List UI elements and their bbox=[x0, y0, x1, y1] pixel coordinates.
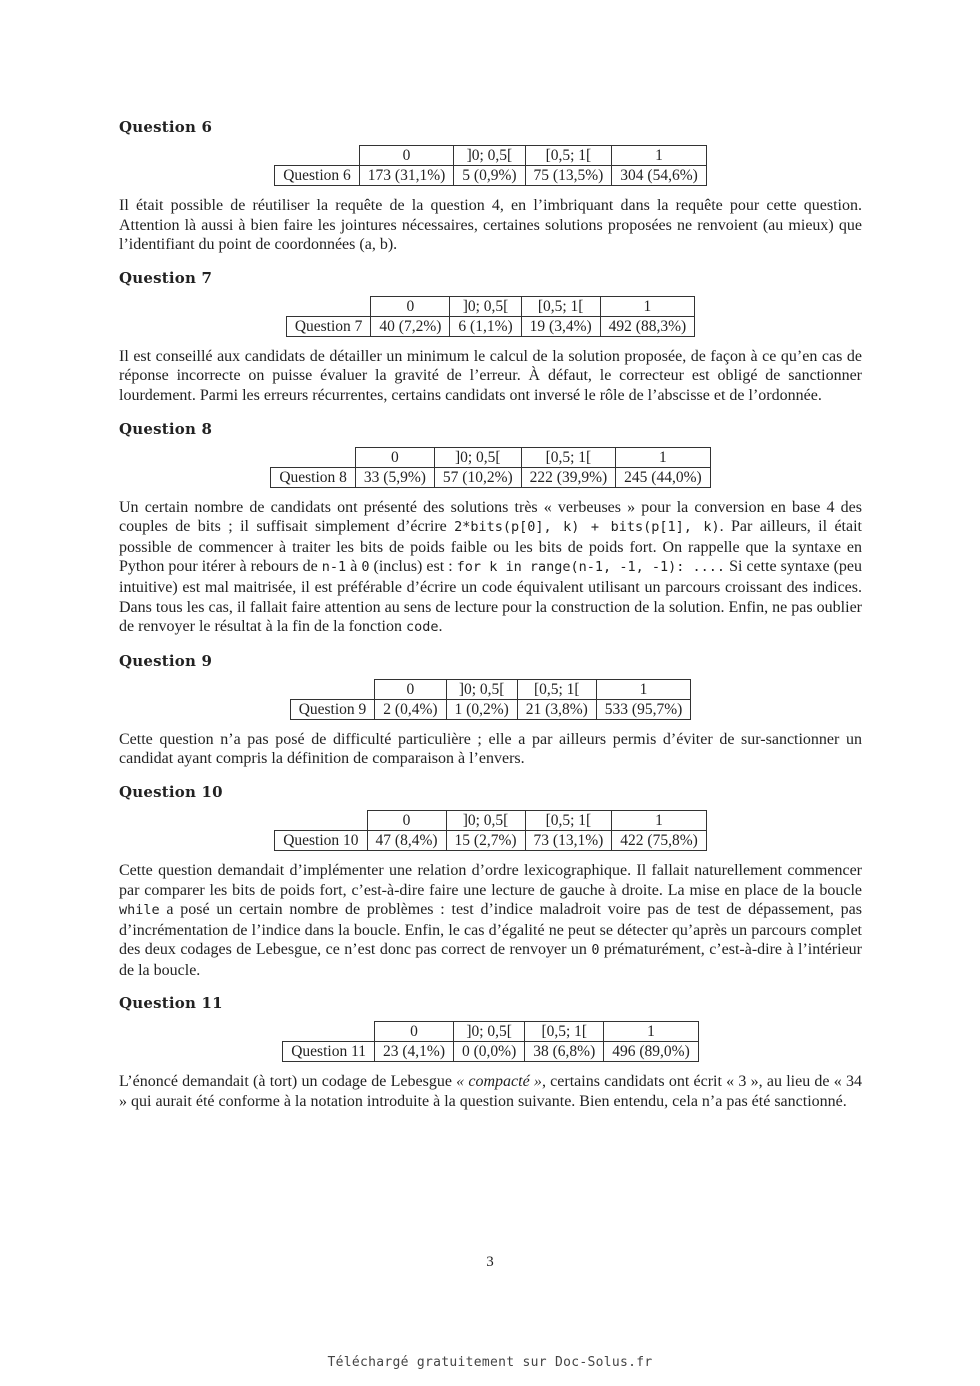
table-header-row bbox=[271, 447, 710, 467]
cell-3: 496 (89,0%) bbox=[604, 1042, 699, 1062]
heading-question-9: Question 9 bbox=[119, 651, 213, 670]
header-col-2: [0,5; 1[ bbox=[525, 146, 612, 166]
cell-2: 38 (6,8%) bbox=[525, 1042, 604, 1062]
comment-question-9: Cette question n’a pas posé de difficulté particulière ; elle a par ailleurs permis d’éviter de sur-sanctionner un candidat ayant compris la définition de comparaison à l’envers. bbox=[119, 730, 862, 768]
header-col-0: 0 bbox=[367, 810, 446, 830]
cell-1: 5 (0,9%) bbox=[454, 166, 525, 186]
section-question-10 bbox=[119, 783, 862, 981]
header-col-1: ]0; 0,5[ bbox=[446, 810, 525, 830]
cell-0: 23 (4,1%) bbox=[375, 1042, 454, 1062]
heading-question-11: Question 11 bbox=[119, 994, 223, 1013]
header-col-0: 0 bbox=[355, 447, 434, 467]
table-row bbox=[275, 166, 707, 186]
table-question-10 bbox=[274, 810, 707, 851]
cell-1: 1 (0,2%) bbox=[446, 699, 517, 719]
table-question-6 bbox=[274, 145, 707, 186]
table-question-11 bbox=[282, 1021, 699, 1062]
cell-2: 19 (3,4%) bbox=[521, 316, 600, 336]
header-col-1: ]0; 0,5[ bbox=[454, 1022, 525, 1042]
code-snippet: for k in range(n-1, -1, -1): .... bbox=[456, 559, 726, 576]
table-header-row bbox=[286, 296, 694, 316]
header-col-3: 1 bbox=[612, 146, 707, 166]
header-col-1: ]0; 0,5[ bbox=[454, 146, 525, 166]
cell-0: 40 (7,2%) bbox=[371, 316, 450, 336]
row-label: Question 10 bbox=[275, 830, 367, 850]
comment-question-10 bbox=[119, 861, 862, 981]
text-segment: . bbox=[438, 618, 443, 636]
header-col-1: ]0; 0,5[ bbox=[450, 296, 521, 316]
code-snippet: 0 bbox=[591, 942, 600, 959]
text-segment: . Par ailleurs, il était possible de commencer à traiter les bits de poids faible ou les bits de poids fort. On rappelle que la syntaxe en Python pour itérer à rebours de bbox=[119, 518, 862, 576]
comment-question-7: Il est conseillé aux candidats de détailler un minimum le calcul de la solution proposée, de façon à ce qu’en cas de réponse incorrecte on puisse évaluer la gravité de l’erreur. À défaut, le correcteur est obligé de sanctionner lourdement. Parmi les erreurs récurrentes, certains candidats ont inversé le rôle de l’abscisse et de l’ordonnée. bbox=[119, 347, 862, 404]
comment-question-8 bbox=[119, 498, 862, 638]
header-blank bbox=[290, 679, 375, 699]
header-col-3: 1 bbox=[600, 296, 695, 316]
header-col-3: 1 bbox=[616, 447, 711, 467]
header-col-0: 0 bbox=[375, 1022, 454, 1042]
comment-question-6: Il était possible de réutiliser la requête de la question 4, en l’imbriquant dans la requête pour cette question. Attention là aussi à bien faire les jointures nécessaires, certaines solutions proposées ne renvoient (au mieux) que l’identifiant du point de coordonnées (a, b). bbox=[119, 197, 862, 254]
header-col-2: [0,5; 1[ bbox=[517, 679, 596, 699]
heading-question-8: Question 8 bbox=[119, 419, 213, 438]
emphasis-text: « compacté » bbox=[456, 1073, 542, 1091]
table-question-9 bbox=[290, 679, 692, 720]
cell-1: 6 (1,1%) bbox=[450, 316, 521, 336]
row-label: Question 11 bbox=[283, 1042, 375, 1062]
table-question-7 bbox=[286, 296, 695, 337]
row-label: Question 6 bbox=[275, 166, 360, 186]
cell-3: 422 (75,8%) bbox=[612, 830, 707, 850]
table-header-row bbox=[290, 679, 691, 699]
cell-0: 2 (0,4%) bbox=[375, 699, 446, 719]
text-segment: L’énoncé demandait (à tort) un codage de Lebesgue bbox=[119, 1073, 457, 1091]
header-col-0: 0 bbox=[359, 146, 454, 166]
comment-question-11 bbox=[119, 1072, 862, 1111]
section-question-6 bbox=[119, 118, 862, 255]
cell-3: 304 (54,6%) bbox=[612, 166, 707, 186]
table-header-row bbox=[283, 1022, 699, 1042]
footer-text: Téléchargé gratuitement sur Doc-Solus.fr bbox=[327, 1355, 653, 1370]
header-col-2: [0,5; 1[ bbox=[525, 810, 612, 830]
section-question-9 bbox=[119, 652, 862, 769]
table-row bbox=[271, 467, 710, 487]
section-question-11 bbox=[119, 994, 862, 1111]
row-label: Question 8 bbox=[271, 467, 356, 487]
header-blank bbox=[271, 447, 356, 467]
cell-1: 15 (2,7%) bbox=[446, 830, 525, 850]
cell-1: 57 (10,2%) bbox=[434, 467, 521, 487]
header-col-0: 0 bbox=[375, 679, 446, 699]
cell-3: 245 (44,0%) bbox=[616, 467, 711, 487]
table-row bbox=[286, 316, 694, 336]
section-question-7 bbox=[119, 269, 862, 406]
row-label: Question 9 bbox=[290, 699, 375, 719]
header-col-1: ]0; 0,5[ bbox=[434, 447, 521, 467]
text-segment: Cette question demandait d’implémenter une relation d’ordre lexicographique. Il fallait naturellement commencer par comparer les bits de poids fort, c’est-à-dire faire une lecture de gauche à droite. La mise en place de la boucle bbox=[119, 861, 862, 899]
cell-2: 75 (13,5%) bbox=[525, 166, 612, 186]
header-blank bbox=[286, 296, 371, 316]
text-segment: (inclus) est : bbox=[369, 558, 457, 576]
header-col-3: 1 bbox=[604, 1022, 699, 1042]
header-col-3: 1 bbox=[612, 810, 707, 830]
code-snippet: 2*bits(p[0], k) + bits(p[1], k) bbox=[454, 519, 720, 536]
page-content bbox=[119, 118, 862, 1126]
header-blank bbox=[275, 146, 360, 166]
page-number: 3 bbox=[486, 1254, 494, 1270]
cell-2: 222 (39,9%) bbox=[521, 467, 616, 487]
header-blank bbox=[275, 810, 367, 830]
header-col-2: [0,5; 1[ bbox=[521, 296, 600, 316]
row-label: Question 7 bbox=[286, 316, 371, 336]
heading-question-10: Question 10 bbox=[119, 782, 223, 801]
cell-2: 21 (3,8%) bbox=[517, 699, 596, 719]
table-row bbox=[283, 1042, 699, 1062]
header-col-2: [0,5; 1[ bbox=[521, 447, 616, 467]
code-snippet: n-1 bbox=[321, 559, 347, 576]
text-segment: a posé un certain nombre de problèmes : test d’indice maladroit voire pas de test de dépassement, pas d’incrémentation de l’indice dans la boucle. Enfin, le cas d’égalité ne peut se détecter qu’après un parcours complet des deux codages de Lebesgue, ce n’est donc pas correct de renvoyer un bbox=[119, 901, 862, 959]
text-segment: , certains candidats ont écrit « 3 », au lieu de « 34 » qui aurait été conforme à la notation introduite à la question suivante. Bien entendu, cela n’a pas été sanctionné. bbox=[119, 1073, 863, 1111]
cell-3: 533 (95,7%) bbox=[596, 699, 691, 719]
cell-0: 33 (5,9%) bbox=[355, 467, 434, 487]
cell-0: 47 (8,4%) bbox=[367, 830, 446, 850]
table-row bbox=[275, 830, 707, 850]
header-col-2: [0,5; 1[ bbox=[525, 1022, 604, 1042]
heading-question-7: Question 7 bbox=[119, 268, 213, 287]
text-segment: prématurément, c’est-à-dire à l’intérieur de la boucle. bbox=[119, 941, 863, 979]
table-question-8 bbox=[270, 447, 710, 488]
header-col-0: 0 bbox=[371, 296, 450, 316]
section-question-8 bbox=[119, 420, 862, 638]
table-header-row bbox=[275, 810, 707, 830]
code-snippet: while bbox=[119, 902, 160, 919]
text-segment: à bbox=[346, 558, 362, 576]
text-segment: Un certain nombre de candidats ont présenté des solutions très « verbeuses » pour la conversion en base 4 des couples de bits ; il suffisait simplement d’écrire bbox=[119, 498, 862, 536]
cell-0: 173 (31,1%) bbox=[359, 166, 454, 186]
cell-2: 73 (13,1%) bbox=[525, 830, 612, 850]
header-col-3: 1 bbox=[596, 679, 691, 699]
cell-1: 0 (0,0%) bbox=[454, 1042, 525, 1062]
table-row bbox=[290, 699, 691, 719]
header-col-1: ]0; 0,5[ bbox=[446, 679, 517, 699]
header-blank bbox=[283, 1022, 375, 1042]
table-header-row bbox=[275, 146, 707, 166]
text-segment: Si cette syntaxe (peu intuitive) est mal maitrisée, il est préférable d’écrire un code équivalent utilisant un parcours croissant des indices. Dans tous les cas, il fallait faire attention au sens de lecture pour la construction de la solution. Enfin, ne pas oublier de renvoyer le résultat à la fin de la fonction bbox=[119, 558, 863, 636]
code-snippet: 0 bbox=[361, 559, 370, 576]
cell-3: 492 (88,3%) bbox=[600, 316, 695, 336]
heading-question-6: Question 6 bbox=[119, 118, 213, 136]
code-snippet: code bbox=[406, 619, 439, 636]
